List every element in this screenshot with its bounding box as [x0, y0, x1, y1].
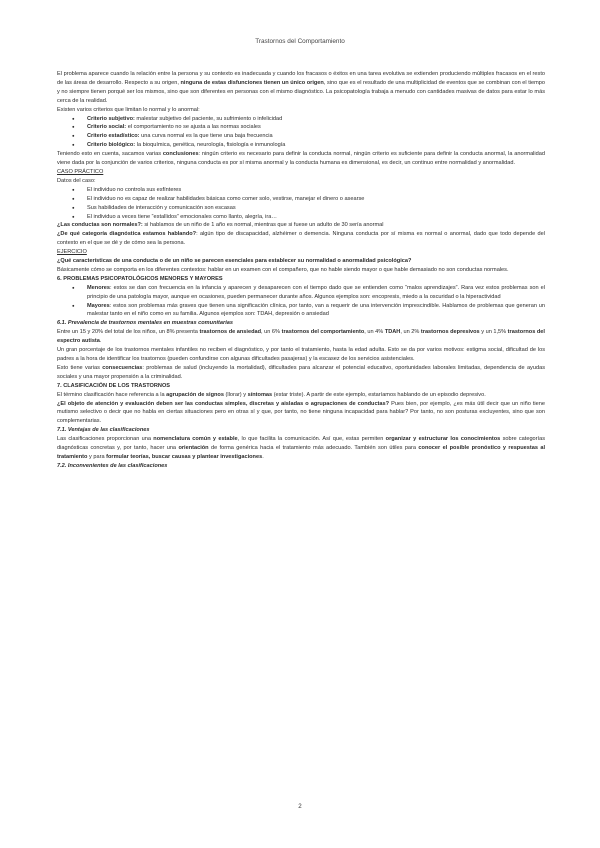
- advantages-paragraph: Las clasificaciones proporcionan una nomenclatura común y estable, lo que facilita la comunicación. Así que, estas permiten organizar y estructurar los conocimientos sobre categorías diagnósticas concretas y, por tanto, hacer una orientación de forma genérica hacia el tratamiento más adecuado. También son útiles para conocer el posible pronóstico y respuestas al tratamiento y para formular teorías, buscar causas y plantear investigaciones.: [57, 436, 546, 460]
- page-content: [57, 70, 545, 471]
- page-header-title: Trastornos del Comportamiento: [255, 38, 345, 45]
- exercise-title: EJERCICIO: [57, 249, 87, 256]
- prevalence-paragraph: Entre un 15 y 20% del total de los niños, un 8% presenta trastornos de ansiedad, un 6% trastornos del comportamiento, un 4% TDAH, un 2% trastornos depresivos y un 1,5% trastornos del espectro autista.: [57, 329, 545, 345]
- object-paragraph: ¿El objeto de atención y evaluación deben ser las conductas simples, discretas y aisladas o agrupaciones de conductas? Pues bien, por ejemplo, ¿es más útil decir que un niño tiene mutismo selectivo o decir que no habla en ciertas situaciones pero en otras sí y que, por tanto, no tiene ninguna incapacidad para hablar? Por tanto, no son posturas excluyentes, sino que son complementarias.: [57, 400, 545, 425]
- criteria-list: [57, 115, 545, 151]
- case-question-2: ¿De qué categoría diagnóstica estamos hablando?: algún tipo de discapacidad, alzhéimer o demencia. Ninguna conducta por sí misma es normal o anormal, dado que todo depende del contexto en el que se dé y de cómo sea la persona.: [57, 231, 545, 247]
- section-heading-6-1: 6.1. Prevalencia de trastornos mentales en muestras comunitarias: [57, 320, 233, 327]
- section-heading-7-2: 7.2. Inconvenientes de las clasificaciones: [57, 462, 168, 469]
- untreated-paragraph: Un gran porcentaje de los trastornos mentales infantiles no reciben el diagnóstico, y por tanto el tratamiento, hasta la edad adulta. Esto se da por varios motivos: estigma social, dificultad de los padres a la hora de identificar los trastornos (pueden confundirse con algunas dificultades pasajeras) y la escasez de los servicios asistenciales.: [57, 347, 545, 362]
- conclusions-paragraph: Teniendo esto en cuenta, sacamos varias conclusiones: ningún criterio es necesario para definir la conducta normal, ningún criterio es suficiente para definir la conducta anormal, la anormalidad viene dada por la conjunción de varios criterios, ninguna conducta es por sí misma anormal y la conducta humana es dimensional, es decir, un continuo entre normalidad y anormalidad.: [57, 151, 546, 167]
- case-intro: Datos del caso:: [57, 177, 96, 184]
- case-question-1: ¿Las conductas son normales?: si hablamos de un niño de 1 año es normal, mientras que si fuese un adulto de 30 sería anormal: [57, 222, 384, 229]
- exercise-answer: Básicamente cómo se comporta en los diferentes contextos: hablar en un examen con el compañero, que no hable siendo mayor o que hable demasiado no son conductas normales.: [57, 266, 509, 273]
- list-item: ● El individuo no controla sus esfínteres: [57, 186, 545, 195]
- problems-list: [57, 284, 545, 320]
- list-item: ● Mayores: estos son problemas más graves que tienen una significación clínica, por tanto, van a requerir de una intervención imprescindible. Hablamos de problemas que generan un malestar tanto en el niño como en su familia. Algunos ejemplos son: TDAH, depresión o ansiedad: [57, 302, 545, 320]
- case-list: [57, 186, 545, 222]
- list-item: ● El individuo no es capaz de realizar habilidades básicas como comer solo, vestirse, manejar el dinero o asearse: [57, 195, 545, 204]
- list-item: ● Criterio social: el comportamiento no se ajusta a las normas sociales: [57, 123, 545, 132]
- section-heading-7: 7. CLASIFICACIÓN DE LOS TRASTORNOS: [57, 382, 171, 389]
- case-title: CASO PRÁCTICO: [57, 168, 104, 175]
- classification-paragraph: El término clasificación hace referencia a la agrupación de signos (llorar) y síntomas (estar triste). A partir de este ejemplo, estaríamos hablando de un episodio depresivo.: [57, 391, 486, 398]
- consequences-paragraph: Esto tiene varias consecuencias: problemas de salud (incluyendo la mortalidad), dificultades para alcanzar el potencial educativo, oportunidades laborales limitadas, dependencia de ayudas sociales y una mayor propensión a la criminalidad.: [57, 364, 545, 380]
- emphasis-text: ninguna de estas disfunciones tienen un único origen: [180, 79, 324, 86]
- list-item: ● Criterio biológico: la bioquímica, genética, neurología, fisiología e inmunología: [57, 141, 545, 150]
- section-heading-7-1: 7.1. Ventajas de las clasificaciones: [57, 427, 150, 434]
- exercise-question: ¿Qué características de una conducta o de un niño se parecen esenciales para establecer su normalidad o anormalidad psicológica?: [57, 258, 412, 265]
- list-item: ● Criterio estadístico: una curva normal es la que tiene una baja frecuencia: [57, 132, 545, 141]
- section-heading-6: 6. PROBLEMAS PSICOPATOLÓGICOS MENORES Y MAYORES: [57, 275, 223, 282]
- page-number: 2: [298, 803, 302, 810]
- criteria-intro: Existen varios criterios que limitan lo normal y lo anormal:: [57, 106, 200, 113]
- list-item: ● Sus habilidades de interacción y comunicación son escasas: [57, 204, 545, 213]
- list-item: ● El individuo a veces tiene “estallidos” emocionales como llanto, alegría, ira…: [57, 213, 545, 222]
- list-item: ● Menores: estos se dan con frecuencia en la infancia y aparecen y desaparecen con el tiempo dado que se entienden como “malos aprendizajes”. Rara vez estos problemas son el principio de una patología mayor, aunque en ocasiones, pueden permanecer durante años. Algunos ejemplos son: encopresis, miedo a la oscuridad o la hiperactividad: [57, 284, 545, 302]
- list-item: ● Criterio subjetivo: malestar subjetivo del paciente, su sufrimiento o infelicidad: [57, 115, 545, 124]
- intro-paragraph: El problema aparece cuando la relación entre la persona y su contexto es inadecuada y cuando los fracasos o éxitos en una tarea evolutiva se extienden produciendo múltiples fracasos en el resto de las áreas de desarrollo. Respecto a su origen, ninguna de estas disfunciones tienen un único origen, sino que es el resultado de una multiplicidad de eventos que se combinan con el tiempo y no siempre tienen porqué ser los mismos, sino que son diferentes en personas con el mismo diagnóstico. La psicopatología trabaja a menudo con cantidades masivas de datos para estar lo más cerca de la realidad.: [57, 71, 546, 104]
